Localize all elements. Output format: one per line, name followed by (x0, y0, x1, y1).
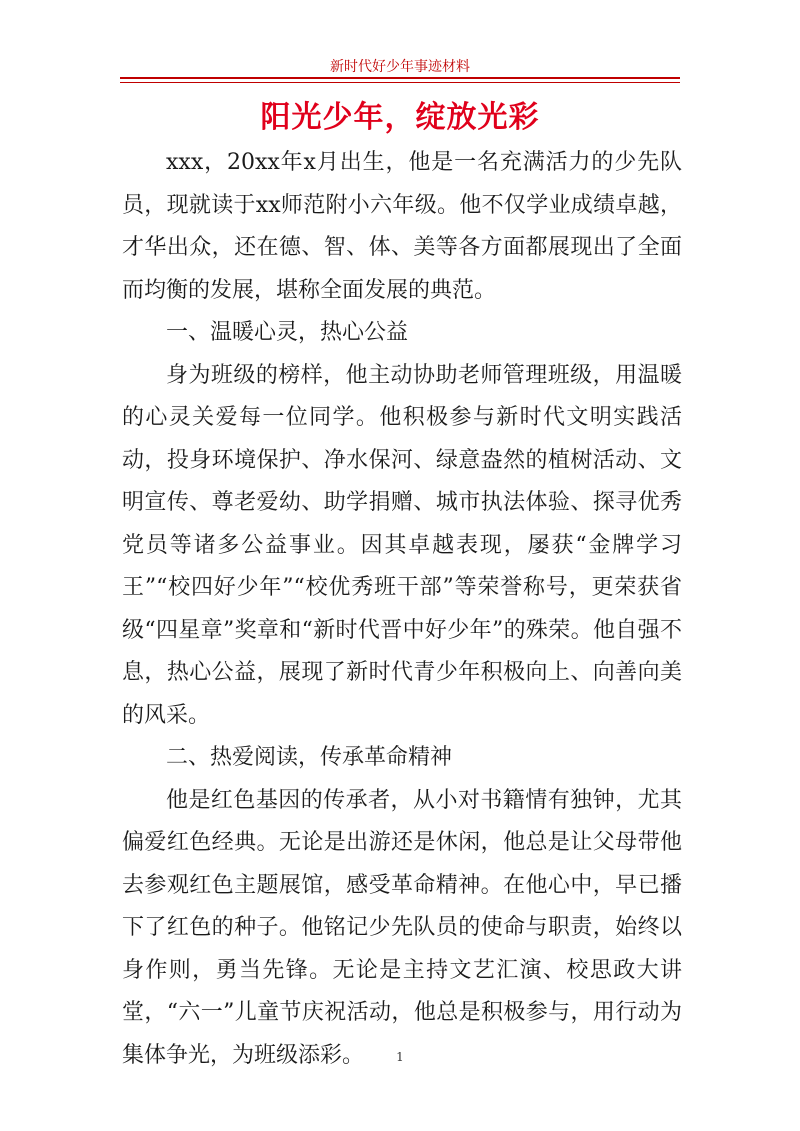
document-body (122, 142, 682, 1077)
document-title: 阳光少年，绽放光彩 (260, 100, 540, 135)
section-heading-1: 一、温暖心灵，热心公益 (166, 320, 409, 345)
section-heading-2: 二、热爱阅读，传承革命精神 (166, 745, 453, 770)
paragraph-section-1: 身为班级的榜样，他主动协助老师管理班级，用温暖的心灵关爱每一位同学。他积极参与新时代文明实践活动，投身环境保护、净水保河、绿意盎然的植树活动、文明宣传、尊老爱幼、助学捐赠、城市执法体验、探寻优秀党员等诸多公益事业。因其卓越表现，屡获“金牌学习王”“校四好少年”“校优秀班干部”等荣誉称号，更荣获省级“四星章”奖章和“新时代晋中好少年”的殊荣。他自强不息，热心公益，展现了新时代青少年积极向上、向善向美的风采。 (122, 362, 682, 728)
running-header: 新时代好少年事迹材料 (330, 59, 470, 75)
paragraph-section-2: 他是红色基因的传承者，从小对书籍情有独钟，尤其偏爱红色经典。无论是出游还是休闲，他总是让父母带他去参观红色主题展馆，感受革命精神。在他心中，早已播下了红色的种子。他铭记少先队员的使命与职责，始终以身作则，勇当先锋。无论是主持文艺汇演、校思政大讲堂，“六一”儿童节庆祝活动，他总是积极参与，用行动为集体争光，为班级添彩。 (122, 787, 682, 1068)
page-number: 1 (396, 1050, 404, 1064)
header-rule-thick (120, 77, 680, 79)
header-rule-thin (120, 82, 680, 83)
paragraph-intro: xxx，20xx年x月出生，他是一名充满活力的少先队员，现就读于xx师范附小六年级。他不仅学业成绩卓越，才华出众，还在德、智、体、美等各方面都展现出了全面而均衡的发展，堪称全面发展的典范。 (122, 150, 682, 303)
